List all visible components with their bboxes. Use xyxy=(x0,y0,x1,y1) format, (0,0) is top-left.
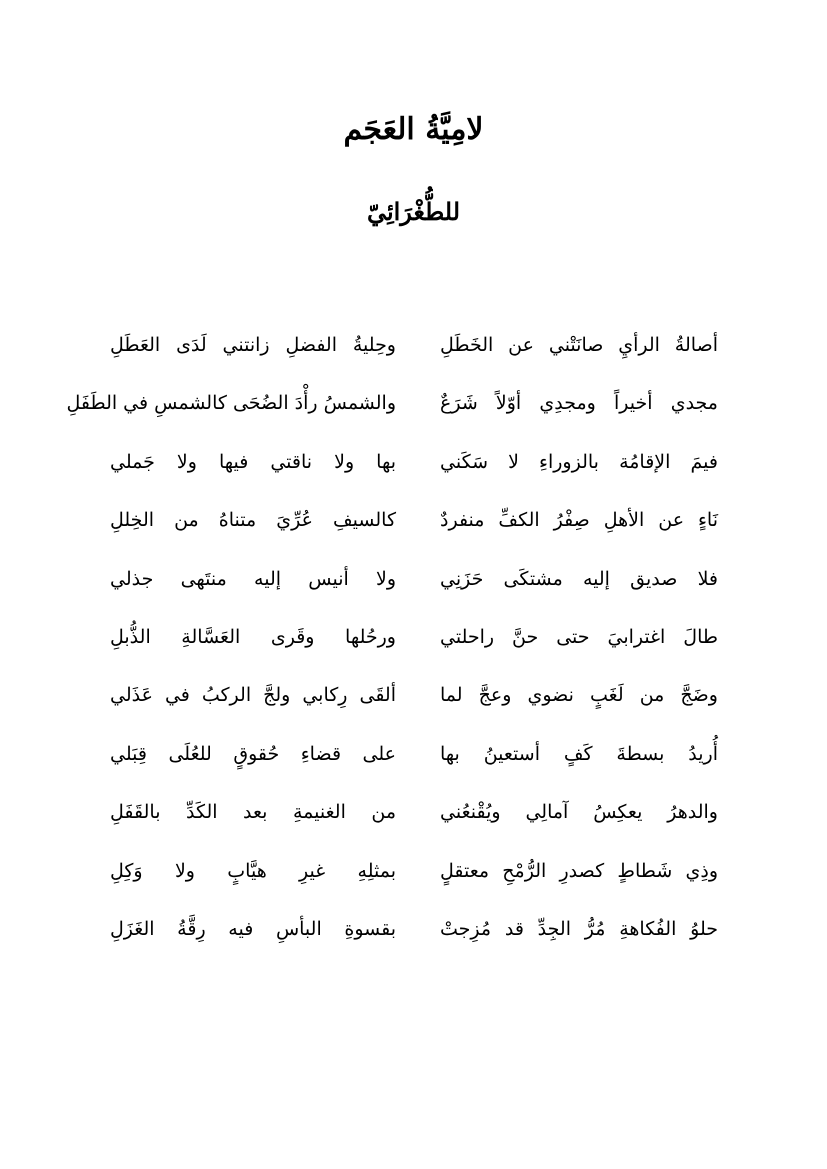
verse-8-first-hemistich: أُريدُ بسطةَ كَفٍ أستعينُ بها xyxy=(440,742,718,765)
verse-5-first-hemistich: فلا صديق إليه مشتكَى حَزَنِي xyxy=(440,567,718,590)
verse-4-second-hemistich: كالسيفِ عُرِّيَ متناهُ من الخِللِ xyxy=(110,509,396,532)
verse-11-second-hemistich: بقسوةِ البأسِ فيه رِقَّةُ الغَزَلِ xyxy=(110,917,396,940)
verse-9 xyxy=(100,789,730,847)
verse-1-second-hemistich: وحِليةُ الفضلِ زانتني لَدَى العَطَلِ xyxy=(110,334,396,356)
verse-2-first-hemistich: مجدي أخيراً ومجدِي أوّلاً شَرَعٌ xyxy=(440,392,718,415)
verse-7-second-hemistich: ألقَى رِكابي ولجَّ الركبُ في عَذَلي xyxy=(110,684,396,707)
verse-8-second-hemistich: على قضاءِ حُقوقٍ للعُلَى قِبَلي xyxy=(110,742,396,765)
verse-3-first-hemistich: فيمَ الإقامُة بالزوراءِ لا سَكَني xyxy=(440,450,718,473)
verse-1-first-hemistich: أصالةُ الرأيِ صانَتْني عن الخَطَلِ xyxy=(440,334,718,356)
verse-3 xyxy=(100,439,730,497)
verse-6-second-hemistich: ورحُلها وقَرى العَسَّالةِ الذُّبلِ xyxy=(110,625,396,648)
verse-4 xyxy=(100,497,730,555)
verse-7 xyxy=(100,672,730,730)
verse-6 xyxy=(100,614,730,672)
verse-5 xyxy=(100,556,730,614)
verse-6-first-hemistich: طالَ اغترابيَ حتى حنَّ راحلتي xyxy=(440,625,718,648)
verse-11 xyxy=(100,906,730,964)
verse-10 xyxy=(100,848,730,906)
verse-9-second-hemistich: من الغنيمةِ بعد الكَدِّ بالقَفَلِ xyxy=(110,801,396,824)
verse-5-second-hemistich: ولا أنيس إليه منتَهى جذلي xyxy=(110,567,396,590)
verse-3-second-hemistich: بها ولا ناقتي فيها ولا جَملي xyxy=(110,450,396,473)
verse-2 xyxy=(66,380,730,438)
poem-verses xyxy=(66,322,730,964)
verse-2-second-hemistich: والشمسُ رأْدَ الضُحَى كالشمسِ في الطَفَلِ xyxy=(66,392,396,415)
verse-9-first-hemistich: والدهرُ يعكِسُ آمالِي ويُقْنعُني xyxy=(440,801,718,824)
verse-1 xyxy=(100,322,730,380)
verse-7-first-hemistich: وضَجَّ من لَغَبٍ نضوي وعجَّ لما xyxy=(440,684,718,707)
verse-10-first-hemistich: وذِي شَطاطٍ كصدرِ الرُّمْحِ معتقلٍ xyxy=(440,859,718,882)
verse-4-first-hemistich: نَاءٍ عن الأهلِ صِفْرُ الكفِّ منفردٌ xyxy=(440,509,718,532)
verse-8 xyxy=(100,731,730,789)
poem-title: لامِيَّةُ العَجَم xyxy=(343,112,484,147)
verse-10-second-hemistich: بمثلِهِ غيرِ هيَّابٍ ولا وَكِلِ xyxy=(110,859,396,882)
verse-11-first-hemistich: حلوُ الفُكاهةِ مُرُّ الجِدِّ قد مُزِجتْ xyxy=(440,917,718,940)
poem-author: للطُّغْرَائِيّ xyxy=(366,197,461,226)
